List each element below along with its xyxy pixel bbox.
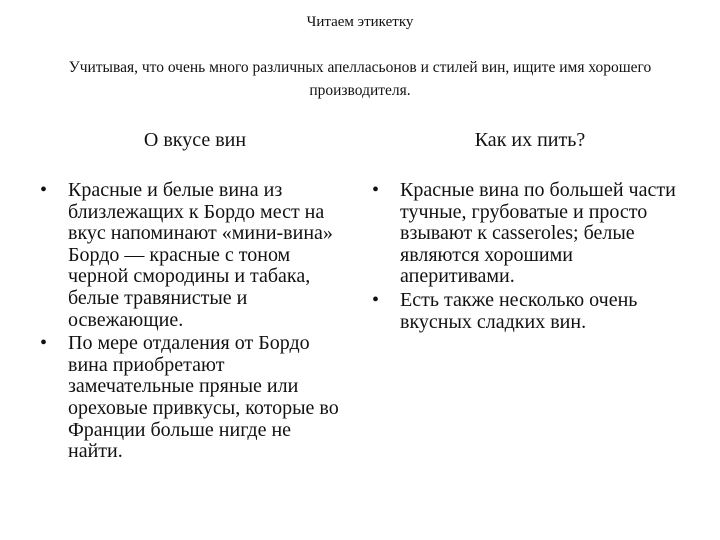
bullet-text: Красные и белые вина из близлежащих к Бордо мест на вкус напоминают «мини-вина» Бордо — красные с тоном черной смородины и табака, белые травянистые и освежающие. xyxy=(68,179,333,331)
slide-subtitle: Учитывая, что очень много различных апелласьонов и стилей вин, ищите имя хорошего производителя. xyxy=(68,59,652,99)
right-bullet-list xyxy=(372,180,692,335)
list-item xyxy=(372,290,692,333)
list-item xyxy=(40,333,350,463)
bullet-icon: • xyxy=(372,179,380,201)
bullet-text: Красные вина по большей части тучные, грубоватые и просто взывают к casseroles; белые являются хорошими аперитивами. xyxy=(400,179,676,288)
slide-title: Читаем этикетку xyxy=(306,14,414,30)
list-item xyxy=(40,180,350,331)
left-column-heading: О вкусе вин xyxy=(143,129,247,151)
bullet-icon: • xyxy=(40,332,48,355)
bullet-text: Есть также несколько очень вкусных сладких вин. xyxy=(400,288,638,333)
right-column-heading: Как их пить? xyxy=(474,129,586,151)
bullet-icon: • xyxy=(372,288,380,311)
list-item xyxy=(372,180,692,288)
bullet-text: По мере отдаления от Бордо вина приобретают замечательные пряные или ореховые привкусы, которые во Франции больше нигде не найти. xyxy=(68,332,339,463)
left-bullet-list xyxy=(40,180,350,465)
bullet-icon: • xyxy=(40,179,48,201)
